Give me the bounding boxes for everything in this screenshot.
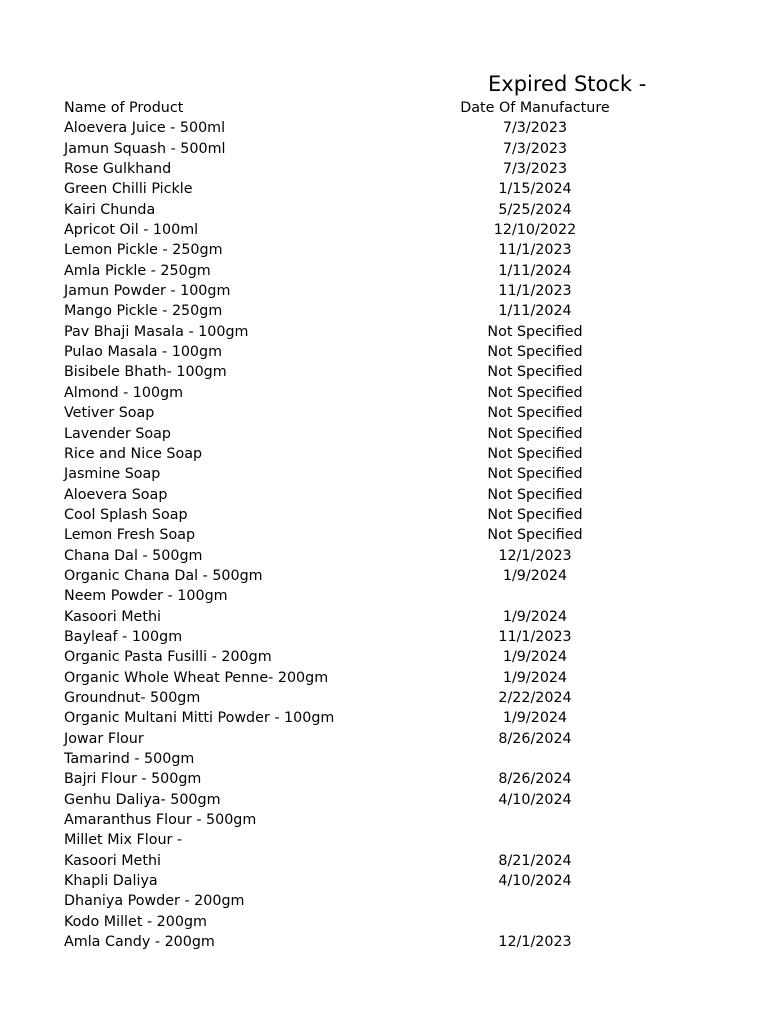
product-name-cell: Bisibele Bhath- 100gm [64,364,227,381]
table-row [64,912,704,932]
table-row [64,200,704,220]
table-row [64,830,704,850]
product-name-cell: Amla Pickle - 250gm [64,262,211,279]
manufacture-date-cell: Not Specified [487,445,583,462]
manufacture-date-cell: 11/1/2023 [498,283,572,300]
product-name-cell: Genhu Daliya- 500gm [64,791,221,808]
manufacture-date-cell: 1/9/2024 [502,669,568,686]
table-row [64,322,704,342]
manufacture-date-cell: 12/10/2022 [493,222,577,239]
product-name-cell: Almond - 100gm [64,384,184,401]
table-row [64,769,704,789]
product-name-cell: Aloevera Juice - 500ml [64,120,226,137]
product-name-cell: Apricot Oil - 100ml [64,222,199,239]
product-name-cell: Jamun Powder - 100gm [64,283,231,300]
manufacture-date-cell: Not Specified [487,323,583,340]
product-name-cell: Kodo Millet - 200gm [64,913,207,930]
product-name-cell: Rice and Nice Soap [64,445,203,462]
stock-table [64,98,704,952]
table-row [64,444,704,464]
product-name-cell: Dhaniya Powder - 200gm [64,893,245,910]
manufacture-date-cell: 4/10/2024 [498,873,572,890]
table-row [64,647,704,667]
manufacture-date-cell: 1/11/2024 [498,303,572,320]
table-row [64,424,704,444]
product-name-cell: Lemon Fresh Soap [64,527,196,544]
table-row [64,586,704,606]
table-row [64,810,704,830]
manufacture-date-cell: Not Specified [487,364,583,381]
table-row [64,301,704,321]
table-row [64,362,704,382]
table-row [64,261,704,281]
table-row [64,505,704,525]
manufacture-date-cell: 1/11/2024 [498,262,572,279]
manufacture-date-cell: 5/25/2024 [498,201,572,218]
manufacture-date-cell: 8/26/2024 [498,771,572,788]
table-row [64,607,704,627]
product-name-cell: Millet Mix Flour - [64,832,183,849]
date-column-header: Date Of Manufacture [460,100,610,116]
product-name-cell: Green Chilli Pickle [64,181,193,198]
product-name-cell: Mango Pickle - 250gm [64,303,223,320]
product-name-cell: Pav Bhaji Masala - 100gm [64,323,249,340]
document-title: Expired Stock - [488,72,647,96]
table-row [64,546,704,566]
manufacture-date-cell: 11/1/2023 [498,242,572,259]
manufacture-date-cell: Not Specified [487,486,583,503]
table-row [64,464,704,484]
product-name-cell: Kairi Chunda [64,201,156,218]
product-column-header: Name of Product [64,100,184,116]
table-row [64,485,704,505]
table-row [64,118,704,138]
product-name-cell: Organic Pasta Fusilli - 200gm [64,649,272,666]
manufacture-date-cell: 8/26/2024 [498,730,572,747]
manufacture-date-cell: 1/9/2024 [502,567,568,584]
product-name-cell: Jasmine Soap [64,466,161,483]
product-name-cell: Organic Whole Wheat Penne- 200gm [64,669,329,686]
table-row [64,179,704,199]
table-row [64,851,704,871]
table-row [64,891,704,911]
table-row [64,729,704,749]
table-row [64,790,704,810]
table-row [64,240,704,260]
product-name-cell: Kasoori Methi [64,608,161,625]
table-row [64,383,704,403]
manufacture-date-cell: 11/1/2023 [498,628,572,645]
product-name-cell: Chana Dal - 500gm [64,547,203,564]
product-name-cell: Jamun Squash - 500ml [64,140,226,157]
table-row [64,159,704,179]
manufacture-date-cell: 12/1/2023 [498,934,572,951]
table-row [64,627,704,647]
manufacture-date-cell: 1/9/2024 [502,649,568,666]
table-row [64,139,704,159]
manufacture-date-cell: Not Specified [487,344,583,361]
table-row [64,688,704,708]
product-name-cell: Amaranthus Flour - 500gm [64,812,257,829]
manufacture-date-cell: Not Specified [487,527,583,544]
product-name-cell: Pulao Masala - 100gm [64,344,223,361]
product-name-cell: Bayleaf - 100gm [64,628,183,645]
table-row [64,281,704,301]
table-row [64,668,704,688]
product-name-cell: Bajri Flour - 500gm [64,771,202,788]
table-row [64,403,704,423]
table-row [64,871,704,891]
manufacture-date-cell: 1/15/2024 [498,181,572,198]
product-name-cell: Lavender Soap [64,425,171,442]
product-name-cell: Jowar Flour [64,730,144,747]
product-name-cell: Kasoori Methi [64,852,161,869]
manufacture-date-cell: Not Specified [487,405,583,422]
table-row [64,342,704,362]
table-header-row [64,98,704,118]
product-name-cell: Neem Powder - 100gm [64,588,228,605]
manufacture-date-cell: Not Specified [487,466,583,483]
product-name-cell: Organic Multani Mitti Powder - 100gm [64,710,335,727]
manufacture-date-cell: 8/21/2024 [498,852,572,869]
manufacture-date-cell: 7/3/2023 [502,120,568,137]
table-row [64,525,704,545]
manufacture-date-cell: 4/10/2024 [498,791,572,808]
product-name-cell: Amla Candy - 200gm [64,934,215,951]
manufacture-date-cell: 1/9/2024 [502,710,568,727]
manufacture-date-cell: 7/3/2023 [502,140,568,157]
product-name-cell: Groundnut- 500gm [64,689,201,706]
manufacture-date-cell: 7/3/2023 [502,161,568,178]
product-name-cell: Cool Splash Soap [64,506,188,523]
product-name-cell: Organic Chana Dal - 500gm [64,567,263,584]
product-name-cell: Khapli Daliya [64,873,158,890]
product-name-cell: Vetiver Soap [64,405,155,422]
table-row [64,749,704,769]
table-row [64,220,704,240]
manufacture-date-cell: Not Specified [487,425,583,442]
product-name-cell: Tamarind - 500gm [64,751,195,767]
manufacture-date-cell: 1/9/2024 [502,608,568,625]
product-name-cell: Lemon Pickle - 250gm [64,242,223,259]
table-body [64,118,704,952]
manufacture-date-cell: 12/1/2023 [498,547,572,564]
manufacture-date-cell: Not Specified [487,506,583,523]
table-row [64,566,704,586]
product-name-cell: Rose Gulkhand [64,161,172,178]
manufacture-date-cell: 2/22/2024 [498,689,572,706]
table-row [64,932,704,952]
manufacture-date-cell: Not Specified [487,384,583,401]
table-row [64,708,704,728]
product-name-cell: Aloevera Soap [64,486,168,503]
